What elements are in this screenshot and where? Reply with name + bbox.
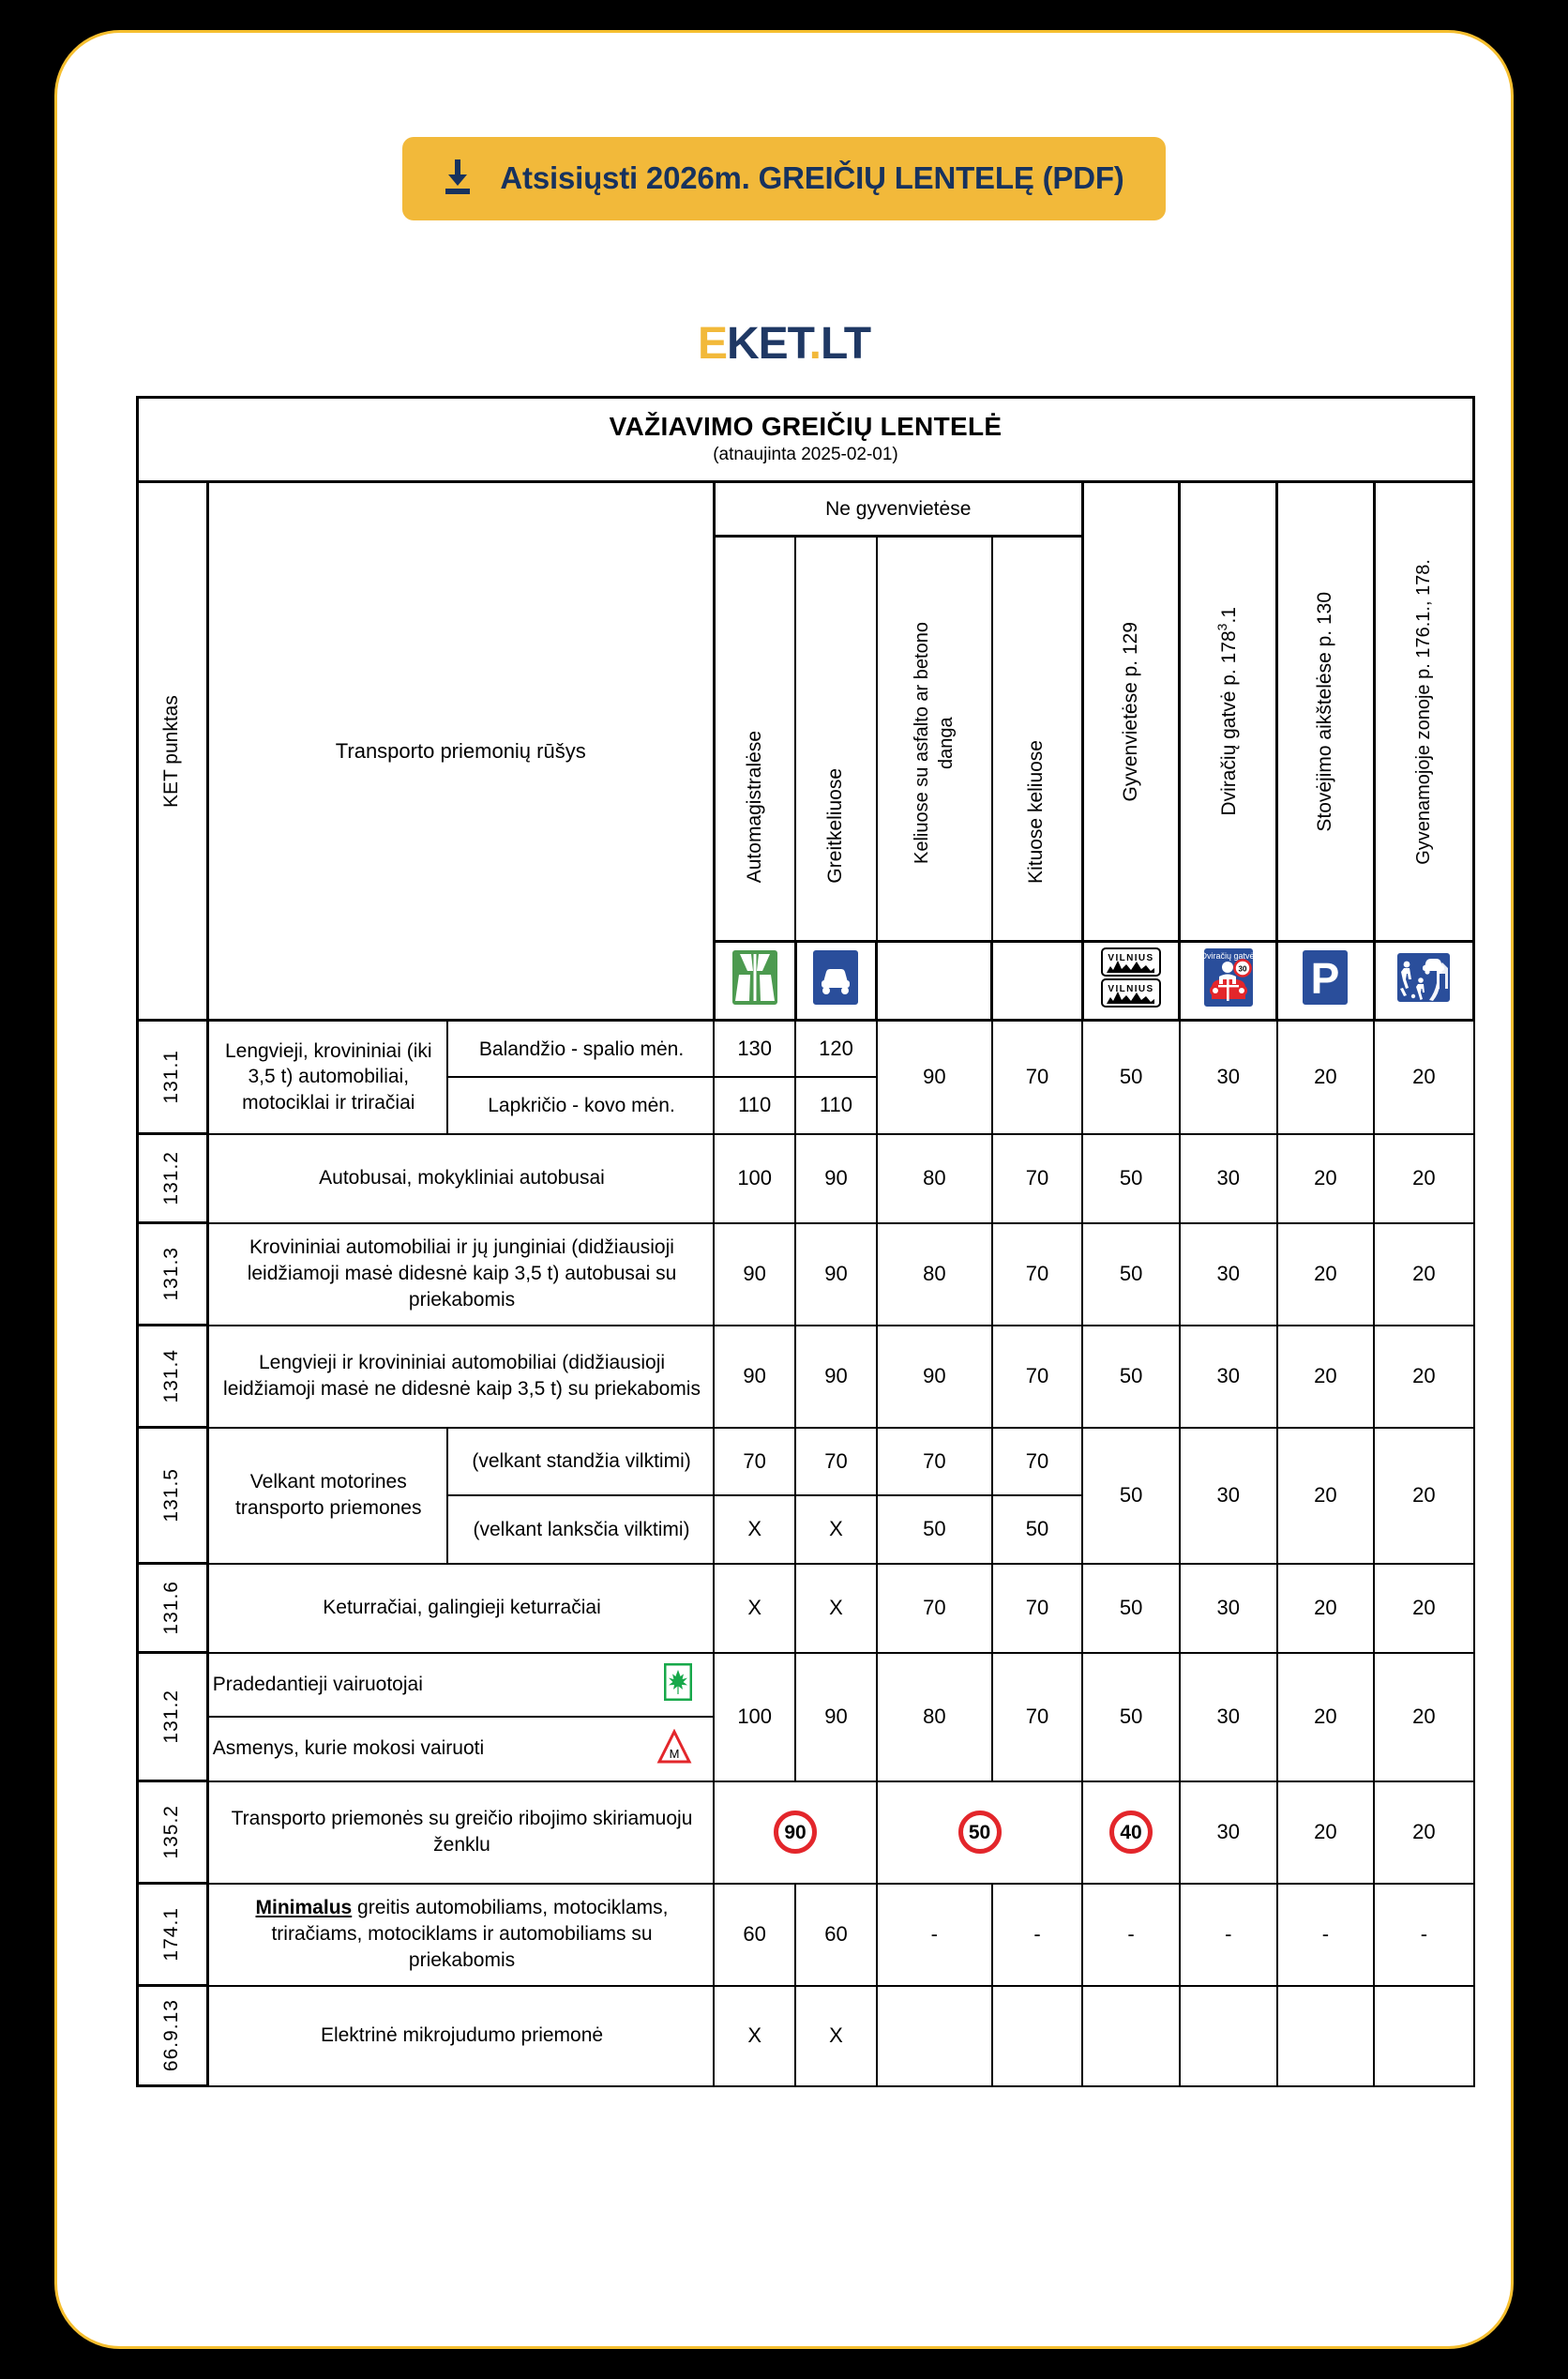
svg-text:VILNIUS: VILNIUS xyxy=(1108,984,1154,994)
download-icon xyxy=(440,158,475,198)
row-ket-131-1: 131.1 xyxy=(138,1021,208,1134)
row-ket-131-2-novice: 131.2 xyxy=(138,1653,208,1781)
cell-kit-131-6: 70 xyxy=(992,1564,1082,1653)
icon-cell-motorway xyxy=(714,942,795,1021)
cell-asf-131-5-b: 50 xyxy=(877,1495,992,1564)
speed-limit-40-sign: 40 xyxy=(1109,1811,1153,1854)
cell-zona-131-2b: 20 xyxy=(1374,1653,1473,1781)
cell-dvi-131-3: 30 xyxy=(1180,1223,1277,1326)
cell-zona-131-1: 20 xyxy=(1374,1021,1473,1134)
cell-zona-131-5: 20 xyxy=(1374,1428,1473,1564)
row-desc-novice-drivers xyxy=(207,1653,714,1718)
row-sub-label-131-5-b: (velkant lanksčia vilktimi) xyxy=(447,1495,714,1564)
header-ket-punktas-label: KET punktas xyxy=(160,694,183,808)
row-ket-66-9-13: 66.9.13 xyxy=(138,1986,208,2086)
svg-text:M: M xyxy=(669,1746,680,1761)
settlement-vilnius-sign-icon xyxy=(1100,947,1162,1012)
row-sub-label-131-1-b: Lapkričio - kovo mėn. xyxy=(447,1077,714,1133)
cell-greit-131-5-b: X xyxy=(795,1495,877,1564)
icon-cell-parking xyxy=(1277,942,1375,1021)
speed-limits-table xyxy=(136,396,1475,2087)
row-sub-label-131-5-a: (velkant standžia vilktimi) xyxy=(447,1428,714,1496)
cell-asf-131-1: 90 xyxy=(877,1021,992,1134)
header-greitkeliuose xyxy=(795,537,877,942)
row-ket-131-5: 131.5 xyxy=(138,1428,208,1564)
cell-greit-131-3: 90 xyxy=(795,1223,877,1326)
label-learner-drivers: Asmenys, kurie mokosi vairuoti xyxy=(212,1737,485,1760)
cell-sign-50 xyxy=(877,1781,1082,1884)
cell-zona-131-6: 20 xyxy=(1374,1564,1473,1653)
icon-cell-bicycle-street xyxy=(1180,942,1277,1021)
cell-dvi-174-1: - xyxy=(1180,1884,1277,1986)
header-gyvenvietese xyxy=(1082,482,1180,942)
svg-text:P: P xyxy=(1311,954,1340,1003)
row-desc-131-1: Lengvieji, krovininiai (iki 3,5 t) automobiliai, motociklai ir triračiai xyxy=(207,1021,447,1134)
row-desc-174-1 xyxy=(207,1884,714,1986)
header-stovejimo-aikstelese xyxy=(1277,482,1375,942)
cell-greit-131-1-a: 120 xyxy=(795,1021,877,1078)
cell-asf-174-1: - xyxy=(877,1884,992,1986)
speed-limit-90-sign: 90 xyxy=(774,1811,817,1854)
table-row xyxy=(138,1781,1474,1884)
table-row xyxy=(138,1986,1474,2086)
row-sub-label-131-1-a: Balandžio - spalio mėn. xyxy=(447,1021,714,1078)
red-m-triangle-badge-icon xyxy=(656,1729,692,1769)
logo-container xyxy=(57,318,1511,370)
cell-amag-131-5-a: 70 xyxy=(714,1428,795,1496)
header-dviraciu-gatve xyxy=(1180,482,1277,942)
header-group-row xyxy=(138,482,1474,537)
cell-amag-131-5-b: X xyxy=(714,1495,795,1564)
cell-stov-131-3: 20 xyxy=(1277,1223,1375,1326)
table-row xyxy=(138,1326,1474,1428)
row-ket-131-4: 131.4 xyxy=(138,1326,208,1428)
cell-kit-66-9-13 xyxy=(992,1986,1082,2086)
cell-dvi-131-2: 30 xyxy=(1180,1134,1277,1223)
download-pdf-button[interactable] xyxy=(402,137,1165,220)
header-gyvenvietese-label: Gyvenvietėse p. 129 xyxy=(1119,621,1141,802)
cell-dvi-131-2b: 30 xyxy=(1180,1653,1277,1781)
cell-gyv-66-9-13 xyxy=(1082,1986,1180,2086)
header-dviraciu-gatve-label: Dviračių gatvė p. $178^3.1$ xyxy=(1214,607,1241,816)
logo-lt: LT xyxy=(820,319,871,369)
cell-amag-131-1-b: 110 xyxy=(714,1077,795,1133)
expressway-sign-icon xyxy=(811,948,860,1011)
row-ket-135-2: 135.2 xyxy=(138,1781,208,1884)
cell-greit-131-2: 90 xyxy=(795,1134,877,1223)
logo-ket: KET xyxy=(726,319,809,369)
header-transporto-rusys xyxy=(207,482,714,1021)
table-title-row xyxy=(138,398,1474,482)
cell-sign-40 xyxy=(1082,1781,1180,1884)
cell-zona-66-9-13 xyxy=(1374,1986,1473,2086)
cell-greit-131-6: X xyxy=(795,1564,877,1653)
cell-gyv-131-3: 50 xyxy=(1082,1223,1180,1326)
icon-cell-asphalt xyxy=(877,942,992,1021)
cell-kit-131-4: 70 xyxy=(992,1326,1082,1428)
row-desc-131-4: Lengvieji ir krovininiai automobiliai (didžiausioji leidžiamoji masė ne didesnė kaip 3,5 t) su priekabomis xyxy=(207,1326,714,1428)
table-row xyxy=(138,1428,1474,1496)
row-desc-131-6: Keturračiai, galingieji keturračiai xyxy=(207,1564,714,1653)
cell-kit-174-1: - xyxy=(992,1884,1082,1986)
header-keliuose-asfalto-label: Keliuose su asfalto ar betono danga xyxy=(912,621,957,864)
cell-stov-131-1: 20 xyxy=(1277,1021,1375,1134)
svg-text:30: 30 xyxy=(1238,964,1247,974)
cell-greit-131-5-a: 70 xyxy=(795,1428,877,1496)
label-novice-drivers: Pradedantieji vairuotojai xyxy=(212,1673,423,1695)
eket-logo xyxy=(698,318,870,370)
cell-kit-131-5-b: 50 xyxy=(992,1495,1082,1564)
cell-dvi-135-2: 30 xyxy=(1180,1781,1277,1884)
cell-zona-131-4: 20 xyxy=(1374,1326,1473,1428)
svg-text:VILNIUS: VILNIUS xyxy=(1108,953,1154,963)
header-ne-gyvenvietese-label: Ne gyvenvietėse xyxy=(825,497,972,520)
cell-amag-131-4: 90 xyxy=(714,1326,795,1428)
cell-greit-66-9-13: X xyxy=(795,1986,877,2086)
cell-dvi-131-5: 30 xyxy=(1180,1428,1277,1564)
minimalus-keyword: Minimalus xyxy=(255,1897,353,1919)
cell-amag-174-1: 60 xyxy=(714,1884,795,1986)
cell-gyv-131-2b: 50 xyxy=(1082,1653,1180,1781)
row-ket-131-3: 131.3 xyxy=(138,1223,208,1326)
table-title-cell xyxy=(138,398,1474,482)
cell-gyv-131-4: 50 xyxy=(1082,1326,1180,1428)
cell-greit-131-4: 90 xyxy=(795,1326,877,1428)
cell-asf-131-5-a: 70 xyxy=(877,1428,992,1496)
row-desc-135-2: Transporto priemonės su greičio ribojimo skiriamuoju ženklu xyxy=(207,1781,714,1884)
cell-dvi-131-4: 30 xyxy=(1180,1326,1277,1428)
cell-gyv-174-1: - xyxy=(1082,1884,1180,1986)
cell-asf-131-6: 70 xyxy=(877,1564,992,1653)
speed-limit-50-sign: 50 xyxy=(958,1811,1002,1854)
header-ne-gyvenvietese xyxy=(714,482,1082,537)
residential-zone-sign-icon xyxy=(1395,951,1452,1008)
cell-stov-174-1: - xyxy=(1277,1884,1375,1986)
cell-stov-135-2: 20 xyxy=(1277,1781,1375,1884)
parking-p-sign-icon xyxy=(1301,948,1349,1011)
speed-table-container xyxy=(57,370,1511,2087)
row-desc-131-2: Autobusai, mokykliniai autobusai xyxy=(207,1134,714,1223)
cell-greit-131-1-b: 110 xyxy=(795,1077,877,1133)
cell-zona-174-1: - xyxy=(1374,1884,1473,1986)
table-title: VAŽIAVIMO GREIČIŲ LENTELĖ xyxy=(609,412,1003,441)
cell-sign-90 xyxy=(714,1781,877,1884)
header-stovejimo-label: Stovėjimo aikštelėse p. 130 xyxy=(1314,591,1336,832)
row-desc-131-5: Velkant motorines transporto priemones xyxy=(207,1428,447,1564)
table-row xyxy=(138,1134,1474,1223)
logo-dot: . xyxy=(808,319,821,369)
header-gyvenamojoje-label: Gyvenamojoje zonoje p. 176.1., 178. xyxy=(1413,558,1435,865)
cell-kit-131-3: 70 xyxy=(992,1223,1082,1326)
header-ket-punktas xyxy=(138,482,208,1021)
cell-asf-131-2: 80 xyxy=(877,1134,992,1223)
motorway-sign-icon xyxy=(731,948,779,1011)
row-desc-66-9-13: Elektrinė mikrojudumo priemonė xyxy=(207,1986,714,2086)
cell-asf-131-2b: 80 xyxy=(877,1653,992,1781)
cell-amag-131-6: X xyxy=(714,1564,795,1653)
cell-stov-131-4: 20 xyxy=(1277,1326,1375,1428)
row-ket-174-1: 174.1 xyxy=(138,1884,208,1986)
cell-zona-135-2: 20 xyxy=(1374,1781,1473,1884)
row-ket-131-6: 131.6 xyxy=(138,1564,208,1653)
minimalus-rest: greitis automobiliams, motociklams, triračiams, motociklams ir automobiliams su priekabomis xyxy=(271,1897,669,1971)
cell-kit-131-1: 70 xyxy=(992,1021,1082,1134)
cell-gyv-131-2: 50 xyxy=(1082,1134,1180,1223)
download-button-label: Atsisiųsti 2026m. GREIČIŲ LENTELĘ (PDF) xyxy=(500,159,1124,195)
svg-text:Dviračių gatvė: Dviračių gatvė xyxy=(1201,951,1255,961)
cell-amag-131-1-a: 130 xyxy=(714,1021,795,1078)
icon-cell-other-roads xyxy=(992,942,1082,1021)
icon-cell-expressway xyxy=(795,942,877,1021)
cell-amag-66-9-13: X xyxy=(714,1986,795,2086)
header-keliuose-asfalto xyxy=(877,537,992,942)
cell-gyv-131-6: 50 xyxy=(1082,1564,1180,1653)
cell-zona-131-2: 20 xyxy=(1374,1134,1473,1223)
cell-kit-131-2: 70 xyxy=(992,1134,1082,1223)
cell-amag-131-2b: 100 xyxy=(714,1653,795,1781)
table-row xyxy=(138,1021,1474,1078)
content-card xyxy=(54,30,1514,2349)
header-automagistralese xyxy=(714,537,795,942)
row-desc-learner-drivers xyxy=(207,1717,714,1781)
row-ket-131-2: 131.2 xyxy=(138,1134,208,1223)
cell-dvi-131-1: 30 xyxy=(1180,1021,1277,1134)
cell-stov-131-2b: 20 xyxy=(1277,1653,1375,1781)
header-gyvenamojoje-zonoje xyxy=(1374,482,1473,942)
cell-kit-131-5-a: 70 xyxy=(992,1428,1082,1496)
cell-stov-66-9-13 xyxy=(1277,1986,1375,2086)
icon-cell-settlement xyxy=(1082,942,1180,1021)
table-subtitle: (atnaujinta 2025-02-01) xyxy=(713,445,898,464)
header-transporto-rusys-label: Transporto priemonių rūšys xyxy=(335,738,586,763)
cell-gyv-131-1: 50 xyxy=(1082,1021,1180,1134)
cell-zona-131-3: 20 xyxy=(1374,1223,1473,1326)
row-desc-131-3: Krovininiai automobiliai ir jų junginiai (didžiausioji leidžiamoji masė didesnė kaip 3,5 t) autobusai su priekabomis xyxy=(207,1223,714,1326)
cell-greit-174-1: 60 xyxy=(795,1884,877,1986)
cell-asf-66-9-13 xyxy=(877,1986,992,2086)
cell-kit-131-2b: 70 xyxy=(992,1653,1082,1781)
header-kituose-keliuose xyxy=(992,537,1082,942)
cell-stov-131-6: 20 xyxy=(1277,1564,1375,1653)
cell-dvi-66-9-13 xyxy=(1180,1986,1277,2086)
cell-asf-131-3: 80 xyxy=(877,1223,992,1326)
cell-greit-131-2b: 90 xyxy=(795,1653,877,1781)
header-kituose-keliuose-label: Kituose keliuose xyxy=(1025,739,1048,884)
download-button-container xyxy=(57,33,1511,220)
green-leaf-badge-icon xyxy=(664,1663,692,1705)
table-row xyxy=(138,1884,1474,1986)
table-row xyxy=(138,1653,1474,1718)
icon-cell-residential-zone xyxy=(1374,942,1473,1021)
table-row xyxy=(138,1564,1474,1653)
header-greitkeliuose-label: Greitkeliuose xyxy=(824,767,847,884)
header-automagistralese-label: Automagistralėse xyxy=(743,731,765,884)
cell-dvi-131-6: 30 xyxy=(1180,1564,1277,1653)
cell-amag-131-2: 100 xyxy=(714,1134,795,1223)
cell-asf-131-4: 90 xyxy=(877,1326,992,1428)
logo-e: E xyxy=(697,319,727,369)
cell-amag-131-3: 90 xyxy=(714,1223,795,1326)
bicycle-street-sign-icon xyxy=(1202,947,1255,1013)
cell-stov-131-5: 20 xyxy=(1277,1428,1375,1564)
cell-stov-131-2: 20 xyxy=(1277,1134,1375,1223)
table-row xyxy=(138,1223,1474,1326)
cell-gyv-131-5: 50 xyxy=(1082,1428,1180,1564)
